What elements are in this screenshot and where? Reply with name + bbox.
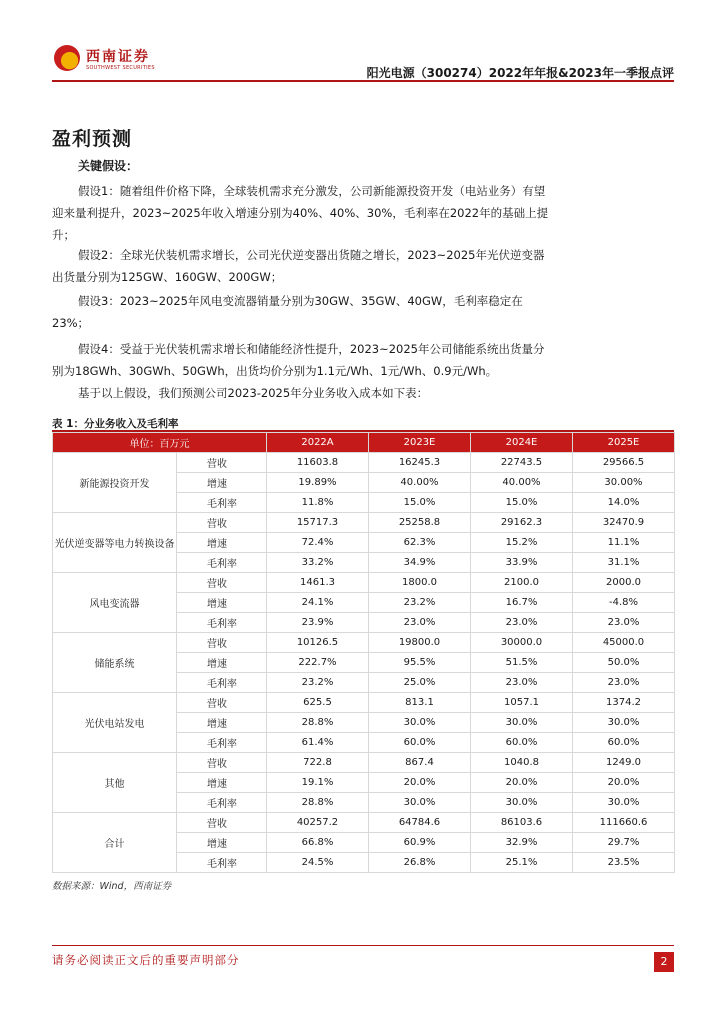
table-cell: 51.5% <box>471 653 573 673</box>
table-cell: 23.0% <box>369 613 471 633</box>
table-row <box>53 693 675 713</box>
metric-label: 营收 <box>177 753 267 773</box>
metric-label: 毛利率 <box>177 493 267 513</box>
table-cell: 31.1% <box>573 553 675 573</box>
key-assumptions-title: 关键假设： <box>78 159 139 173</box>
metric-label: 营收 <box>177 813 267 833</box>
table-cell: 61.4% <box>267 733 369 753</box>
table-cell: 813.1 <box>369 693 471 713</box>
table-cell: 23.0% <box>471 613 573 633</box>
year-header: 2022A <box>267 433 369 453</box>
metric-label: 增速 <box>177 533 267 553</box>
table-cell: 23.0% <box>471 673 573 693</box>
table-cell: 20.0% <box>369 773 471 793</box>
table-row <box>53 573 675 593</box>
table-row <box>53 633 675 653</box>
table-cell: 1374.2 <box>573 693 675 713</box>
table-cell: 1249.0 <box>573 753 675 773</box>
report-title: 阳光电源（300274）2022年年报&2023年一季报点评 <box>366 66 674 80</box>
table-cell: 222.7% <box>267 653 369 673</box>
metric-label: 营收 <box>177 693 267 713</box>
table-cell: 26.8% <box>369 853 471 873</box>
metric-label: 营收 <box>177 513 267 533</box>
metric-label: 增速 <box>177 473 267 493</box>
table-cell: 60.0% <box>573 733 675 753</box>
table-cell: 72.4% <box>267 533 369 553</box>
table-caption: 表 1：分业务收入及毛利率 <box>52 418 179 430</box>
assumption-2: 假设2：全球光伏装机需求增长，公司光伏逆变器出货随之增长，2023~2025年光伏逆变器出货量分别为125GW、160GW、200GW； <box>52 248 545 284</box>
logo-emblem-icon <box>54 45 80 71</box>
table-cell: 33.9% <box>471 553 573 573</box>
table-cell: 15.0% <box>369 493 471 513</box>
table-cell: 1040.8 <box>471 753 573 773</box>
table-row <box>53 453 675 473</box>
table-cell: 29.7% <box>573 833 675 853</box>
table-cell: 11603.8 <box>267 453 369 473</box>
metric-label: 增速 <box>177 713 267 733</box>
metric-label: 毛利率 <box>177 553 267 573</box>
table-cell: 40.00% <box>369 473 471 493</box>
table-cell: 30.00% <box>573 473 675 493</box>
section-title: 盈利预测 <box>52 128 133 150</box>
table-cell: 111660.6 <box>573 813 675 833</box>
table-cell: 30.0% <box>471 793 573 813</box>
table-row <box>53 813 675 833</box>
table-cell: 32.9% <box>471 833 573 853</box>
table-cell: 20.0% <box>573 773 675 793</box>
metric-label: 营收 <box>177 453 267 473</box>
table-cell: 40.00% <box>471 473 573 493</box>
table-cell: 867.4 <box>369 753 471 773</box>
table-cell: 722.8 <box>267 753 369 773</box>
table-cell: 25.1% <box>471 853 573 873</box>
table-cell: 40257.2 <box>267 813 369 833</box>
table-cell: 60.9% <box>369 833 471 853</box>
segment-forecast-table <box>52 432 675 873</box>
forecast-intro: 基于以上假设，我们预测公司2023-2025年分业务收入成本如下表： <box>78 386 429 400</box>
table-cell: 15717.3 <box>267 513 369 533</box>
unit-header: 单位：百万元 <box>53 433 267 453</box>
table-cell: 1461.3 <box>267 573 369 593</box>
table-cell: 14.0% <box>573 493 675 513</box>
table-row <box>53 753 675 773</box>
year-header: 2025E <box>573 433 675 453</box>
year-header: 2023E <box>369 433 471 453</box>
table-cell: 1057.1 <box>471 693 573 713</box>
page-number: 2 <box>654 952 674 972</box>
table-cell: 23.5% <box>573 853 675 873</box>
table-cell: 60.0% <box>471 733 573 753</box>
metric-label: 毛利率 <box>177 733 267 753</box>
table-cell: 86103.6 <box>471 813 573 833</box>
table-cell: 1800.0 <box>369 573 471 593</box>
metric-label: 增速 <box>177 773 267 793</box>
table-body <box>53 453 675 873</box>
segment-name: 其他 <box>53 753 177 813</box>
header-divider <box>52 80 674 82</box>
table-cell: 10126.5 <box>267 633 369 653</box>
assumption-1: 假设1：随着组件价格下降，全球装机需求充分激发，公司新能源投资开发（电站业务）有望迎来量利提升，2023~2025年收入增速分别为40%、40%、30%，毛利率在2022年的基础上提升； <box>52 184 549 242</box>
table-cell: 33.2% <box>267 553 369 573</box>
metric-label: 营收 <box>177 573 267 593</box>
table-cell: 11.8% <box>267 493 369 513</box>
table-cell: 24.1% <box>267 593 369 613</box>
table-cell: 30.0% <box>573 713 675 733</box>
table-cell: 60.0% <box>369 733 471 753</box>
data-source: 数据来源：Wind，西南证券 <box>52 881 172 892</box>
segment-name: 风电变流器 <box>53 573 177 633</box>
table-cell: 30.0% <box>369 793 471 813</box>
table-header-row <box>53 433 675 453</box>
table-cell: 22743.5 <box>471 453 573 473</box>
table-cell: 30.0% <box>573 793 675 813</box>
table-cell: 15.2% <box>471 533 573 553</box>
table-cell: 23.0% <box>573 673 675 693</box>
segment-name: 光伏逆变器等电力转换设备 <box>53 513 177 573</box>
table-cell: 15.0% <box>471 493 573 513</box>
logo-name-en: SOUTHWEST SECURITIES <box>86 65 155 71</box>
table-cell: 16.7% <box>471 593 573 613</box>
table-cell: 19.1% <box>267 773 369 793</box>
year-header: 2024E <box>471 433 573 453</box>
table-cell: 62.3% <box>369 533 471 553</box>
metric-label: 增速 <box>177 653 267 673</box>
segment-name: 合计 <box>53 813 177 873</box>
segment-name: 新能源投资开发 <box>53 453 177 513</box>
table-cell: 20.0% <box>471 773 573 793</box>
table-cell: 11.1% <box>573 533 675 553</box>
footer-disclaimer: 请务必阅读正文后的重要声明部分 <box>52 953 240 967</box>
table-cell: 29566.5 <box>573 453 675 473</box>
metric-label: 毛利率 <box>177 793 267 813</box>
table-row <box>53 513 675 533</box>
assumption-4: 假设4：受益于光伏装机需求增长和储能经济性提升，2023~2025年公司储能系统出货量分别为18GWh、30GWh、50GWh，出货均价分别为1.1元/Wh、1元/Wh、0.9元/Wh。 <box>52 342 545 378</box>
table-cell: 19800.0 <box>369 633 471 653</box>
table-cell: 23.9% <box>267 613 369 633</box>
metric-label: 增速 <box>177 833 267 853</box>
table-cell: 50.0% <box>573 653 675 673</box>
company-logo <box>52 42 162 78</box>
table-cell: 19.89% <box>267 473 369 493</box>
footer-divider <box>52 945 674 946</box>
table-cell: 45000.0 <box>573 633 675 653</box>
segment-name: 光伏电站发电 <box>53 693 177 753</box>
table-cell: 28.8% <box>267 713 369 733</box>
metric-label: 毛利率 <box>177 853 267 873</box>
page-header <box>52 42 674 82</box>
table-cell: 23.0% <box>573 613 675 633</box>
table-cell: 30.0% <box>369 713 471 733</box>
metric-label: 毛利率 <box>177 613 267 633</box>
table-cell: 34.9% <box>369 553 471 573</box>
segment-name: 储能系统 <box>53 633 177 693</box>
table-cell: 625.5 <box>267 693 369 713</box>
metric-label: 毛利率 <box>177 673 267 693</box>
table-cell: 95.5% <box>369 653 471 673</box>
table-cell: 23.2% <box>267 673 369 693</box>
metric-label: 营收 <box>177 633 267 653</box>
table-cell: -4.8% <box>573 593 675 613</box>
table-cell: 2100.0 <box>471 573 573 593</box>
table-cell: 25258.8 <box>369 513 471 533</box>
table-cell: 28.8% <box>267 793 369 813</box>
table-cell: 25.0% <box>369 673 471 693</box>
table-cell: 2000.0 <box>573 573 675 593</box>
table-cell: 29162.3 <box>471 513 573 533</box>
table-cell: 30000.0 <box>471 633 573 653</box>
table-cell: 64784.6 <box>369 813 471 833</box>
logo-name-cn: 西南证券 <box>86 49 150 65</box>
table-cell: 66.8% <box>267 833 369 853</box>
metric-label: 增速 <box>177 593 267 613</box>
table-cell: 23.2% <box>369 593 471 613</box>
table-cell: 24.5% <box>267 853 369 873</box>
table-cell: 16245.3 <box>369 453 471 473</box>
table-cell: 32470.9 <box>573 513 675 533</box>
table-cell: 30.0% <box>471 713 573 733</box>
assumption-3: 假设3：2023~2025年风电变流器销量分别为30GW、35GW、40GW，毛利率稳定在23%； <box>52 294 523 330</box>
